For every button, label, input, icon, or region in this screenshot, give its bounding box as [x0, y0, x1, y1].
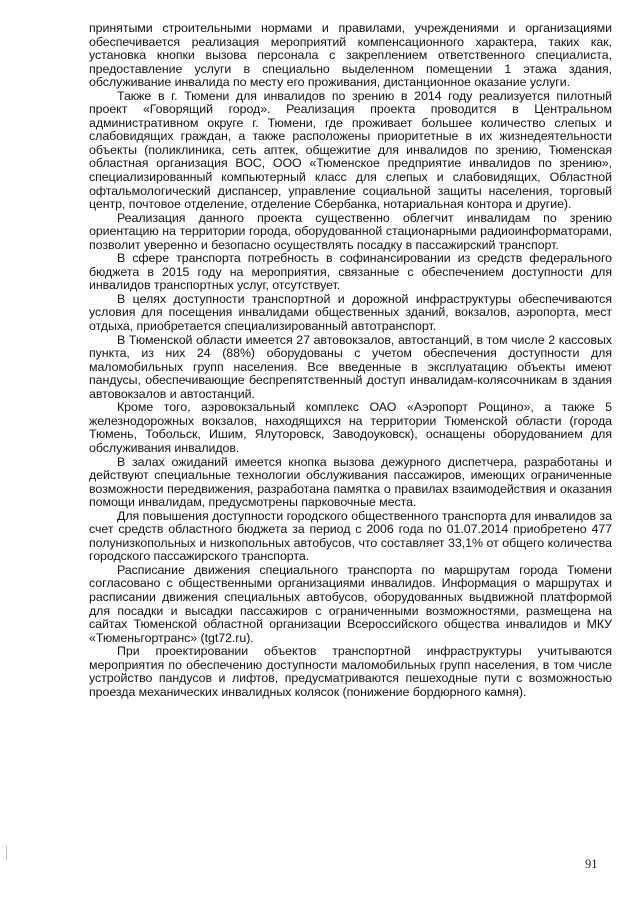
paragraph-project-benefit: Реализация данного проекта существенно облегчит инвалидам по зрению ориентацию на территории города, оборудованной стационарными радиоинформаторами, позволит уверенно и безопасно осуществлять посадку в пассажирский транспорт.	[89, 210, 612, 252]
paragraph-design-requirements: При проектировании объектов транспортной инфраструктуры учитываются мероприятия по обеспечению доступности маломобильных групп населения, в том числе устройство пандусов и лифтов, предусматриваются пешеходные пути с возможностью проезда механических инвалидных колясок (понижение бордюрного камня).	[89, 644, 612, 699]
scan-margin-mark	[6, 846, 7, 860]
paragraph-infrastructure-access: В целях доступности транспортной и дорожной инфраструктуры обеспечиваются условия для посещения инвалидами общественных зданий, вокзалов, аэропорта, мест отдыха, приобретается специализированный автотранспорт.	[89, 291, 612, 334]
paragraph-special-transport-schedule: Расписание движения специального транспорта по маршрутам города Тюмени согласовано с общественными организациями инвалидов. Информация о маршрутах и расписании движения специальных автобусов, оборудованных выдвижной платформой для посадки и высадки пассажиров с ограниченными возможностями, размещена на сайтах Тюменской областной организации Всероссийского общества инвалидов и МКУ «Тюменьгортранс» (tgt72.ru).	[89, 562, 612, 645]
page-number: 91	[585, 857, 598, 871]
paragraph-talking-city-project: Также в г. Тюмени для инвалидов по зрению в 2014 году реализуется пилотный проект «Говорящий город». Реализация проекта проводится в Центральном административном округе г. Тюмени, где проживает большее количество слепых и слабовидящих граждан, а также расположены приоритетные в их жизнедеятельности объекты (поликлиника, сеть аптек, общежитие для инвалидов по зрению, Тюменская областная организация ВОС, ООО «Тюменское предприятие инвалидов по зрению», специализированный компьютерный класс для слепых и слабовидящих, Областной офтальмологический диспансер, управление социальной защиты населения, торговый центр, почтовое отделение, отделение Сбербанка, нотариальная контора и другие).	[89, 88, 612, 212]
document-body	[89, 22, 612, 699]
paragraph-continuation: принятыми строительными нормами и правилами, учреждениями и организациями обеспечивается реализация мероприятий компенсационного характера, таких как, установка кнопки вызова персонала с закреплением ответственного специалиста, предоставление услуги в специально выделенном помещении 1 этажа здания, обслуживание инвалида по месту его проживания, дистанционное оказание услуги.	[89, 21, 612, 90]
paragraph-waiting-halls: В залах ожиданий имеется кнопка вызова дежурного диспетчера, разработаны и действуют специальные технологии обслуживания пассажиров, имеющих ограниченные возможности передвижения, разработана памятка о правилах взаимодействия и оказания помощи инвалидам, предусмотрены парковочные места.	[89, 454, 612, 510]
paragraph-low-floor-buses: Для повышения доступности городского общественного транспорта для инвалидов за счет средств областного бюджета за период с 2006 года по 01.07.2014 приобретено 477 полунизкопольных и низкопольных автобусов, что составляет 33,1% от общего количества городского пассажирского транспорта.	[89, 508, 612, 564]
paragraph-bus-stations: В Тюменской области имеется 27 автовокзалов, автостанций, в том числе 2 кассовых пункта, из них 24 (88%) оборудованы с учетом обеспечения доступности для маломобильных групп населения. Все введенные в эксплуатацию объекты имеют пандусы, обеспечивающие беспрепятственный доступ инвалидам-колясочникам в здания автовокзалов и автостанций.	[89, 332, 612, 401]
paragraph-airport-railway: Кроме того, аэровокзальный комплекс ОАО «Аэропорт Рощино», а также 5 железнодорожных вокзалов, находящихся на территории Тюменской области (города Тюмень, Тобольск, Ишим, Ялуторовск, Заводоуковск), оснащены оборудованием для обслуживания инвалидов.	[89, 400, 612, 455]
paragraph-federal-cofinancing: В сфере транспорта потребность в софинансировании из средств федерального бюджета в 2015 году на мероприятия, связанные с обеспечением доступности для инвалидов транспортных услуг, отсутствует.	[89, 251, 612, 293]
